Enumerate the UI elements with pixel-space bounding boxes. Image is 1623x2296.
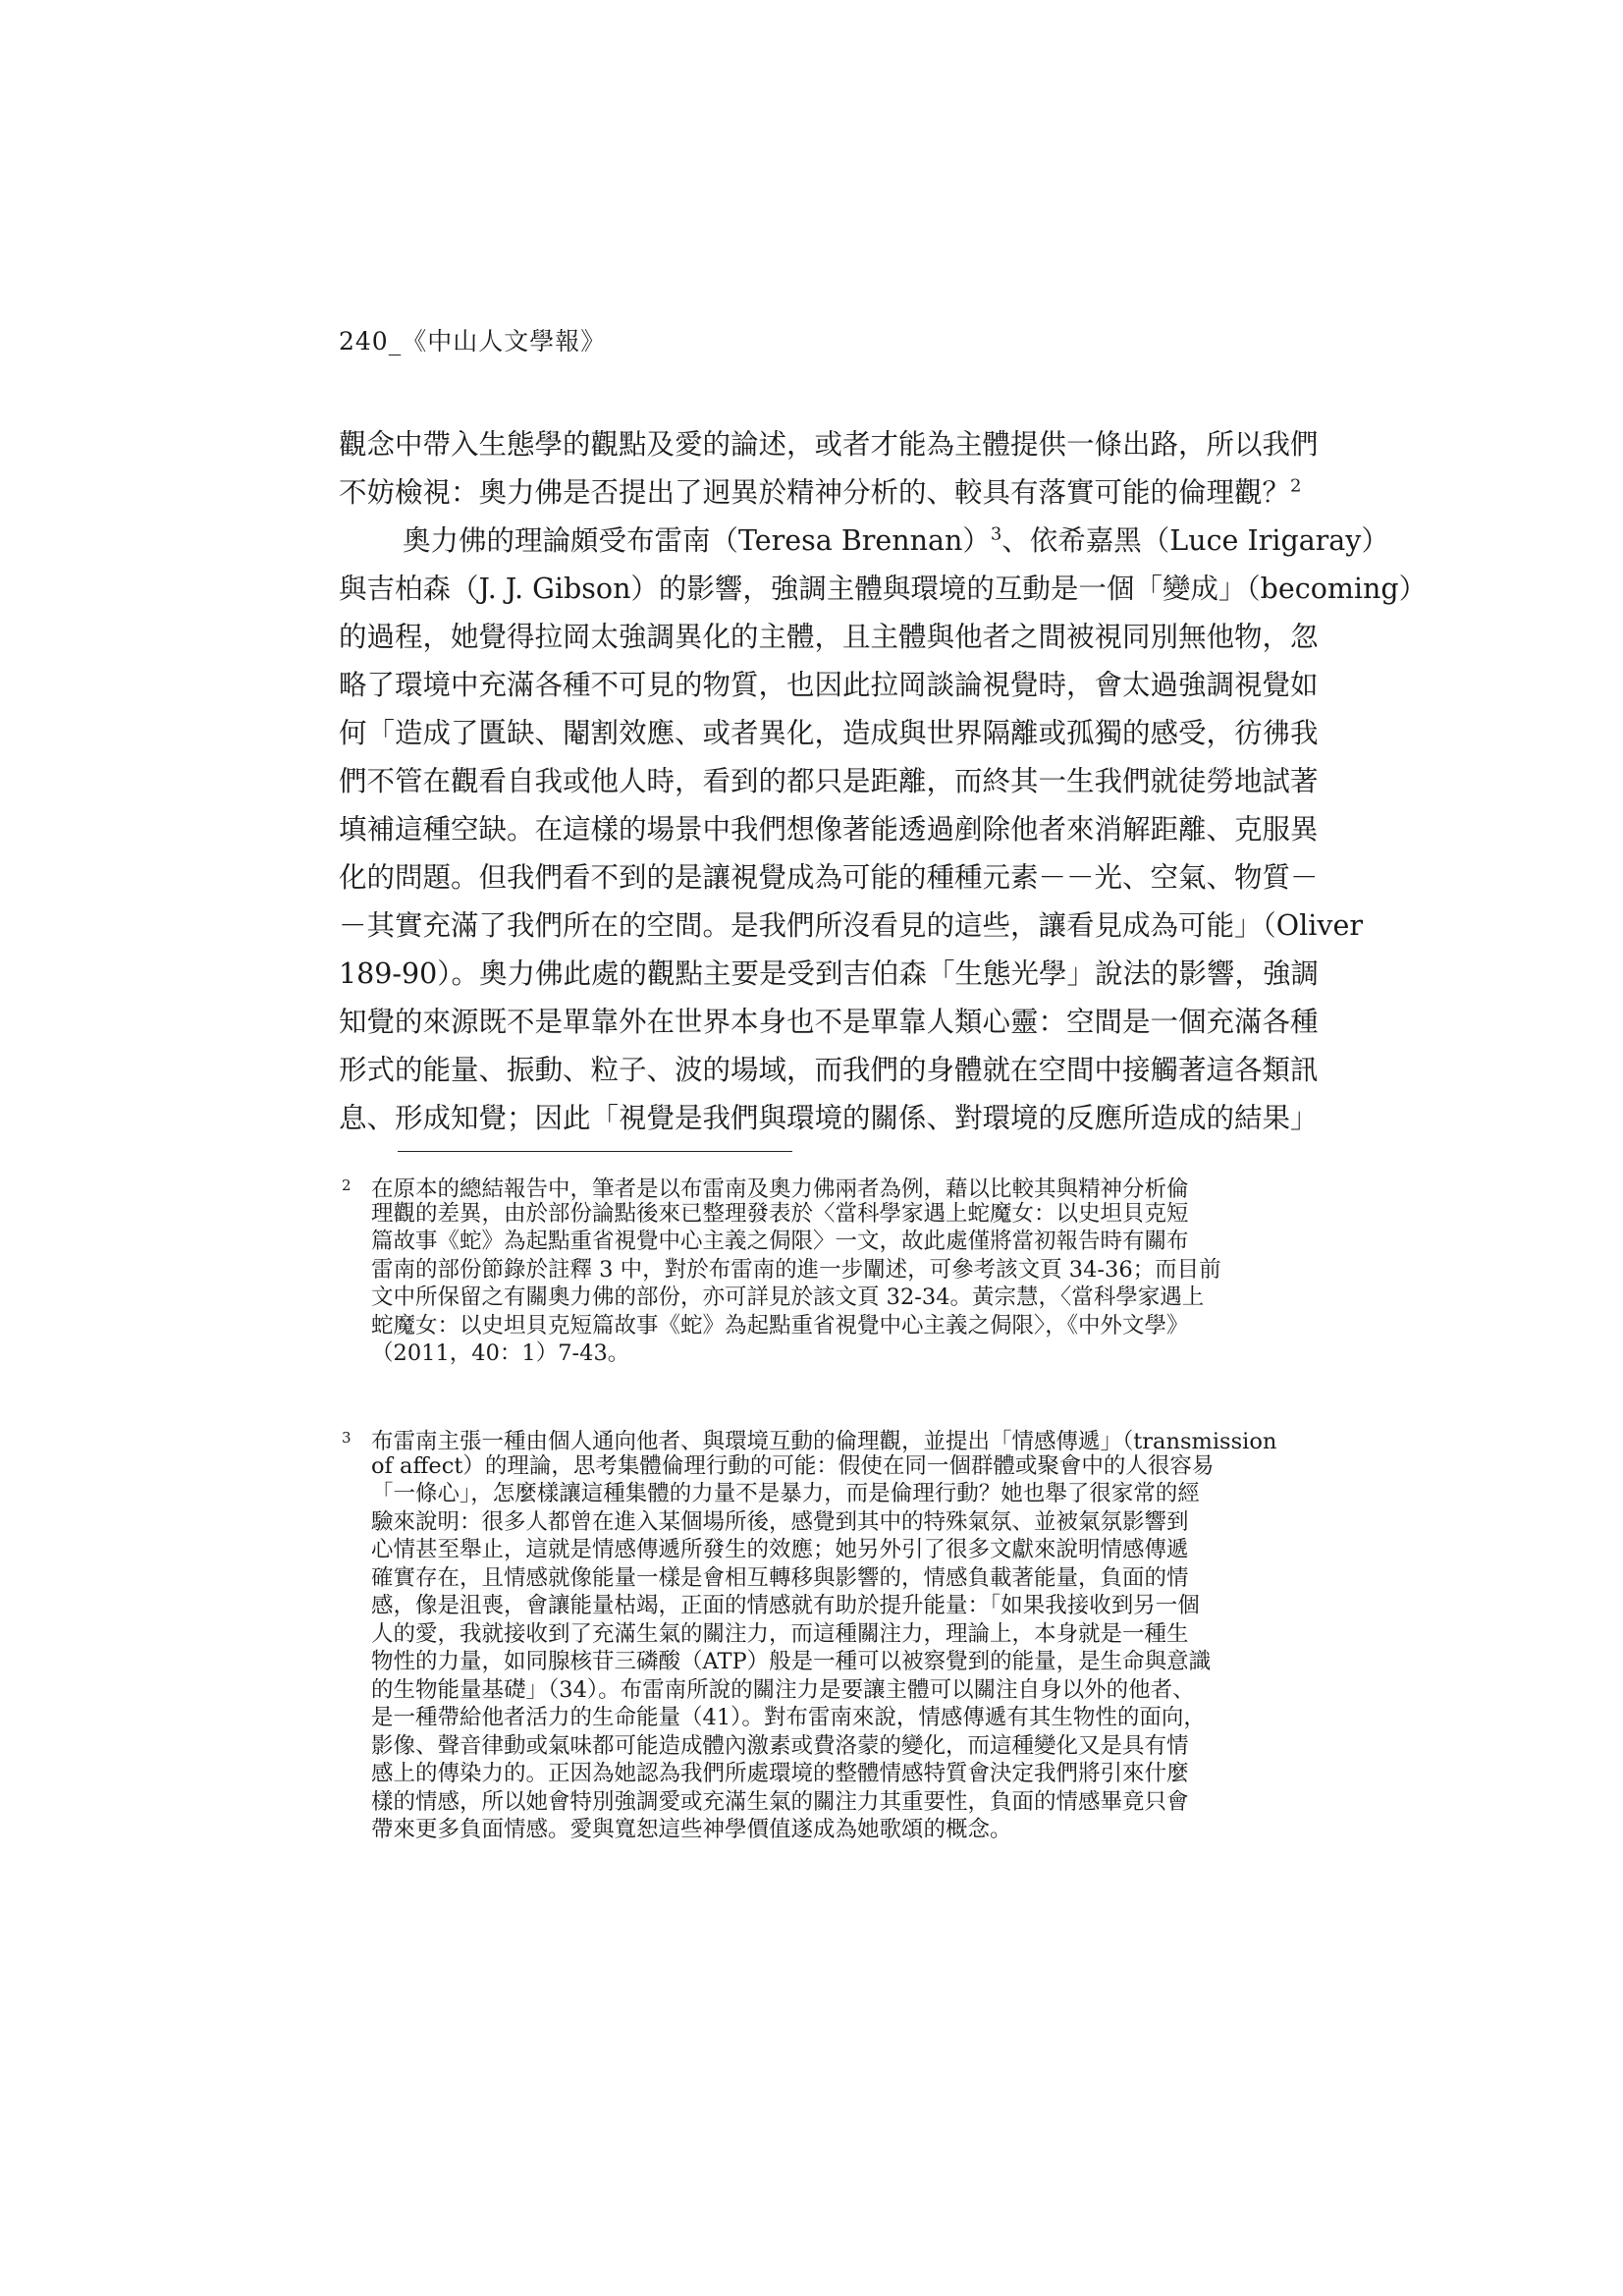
footnote-line: 文中所保留之有關奧力佛的部份，亦可詳見於該文頁 32-34。黃宗慧，〈當科學家遇上 (371, 1285, 1205, 1310)
footnote-line: 雷南的部份節錄於註釋 3 中，對於布雷南的進一步闡述，可參考該文頁 34-36；而目前 (371, 1256, 1221, 1283)
footnote-line: 物性的力量，如同腺核苷三磷酸（ATP）般是一種可以被察覺到的能量，是生命與意識 (371, 1649, 1212, 1674)
body-line: 何「造成了匱缺、閹割效應、或者異化，造成與世界隔離或孤獨的感受，彷彿我 (339, 717, 1319, 749)
footnote-text: 在原本的總結報告中，筆者是以布雷南及奧力佛兩者為例，藉以比較其與精神分析倫 (371, 1176, 1189, 1202)
footnote-3 (342, 1424, 1304, 1844)
footnote-line: 「一條心」，怎麼樣讓這種集體的力量不是暴力，而是倫理行動？她也舉了很家常的經 (371, 1481, 1200, 1506)
footnote-divider (398, 1151, 792, 1152)
running-head: 240_《中山人文學報》 (339, 327, 607, 355)
body-line-text: 奧力佛的理論頗受布雷南（Teresa Brennan） (403, 524, 991, 557)
footnote-line: 感上的傳染力的。正因為她認為我們所處環境的整體情感特質會決定我們將引來什麼 (371, 1761, 1189, 1786)
footnote-ref-2[interactable]: 2 (1290, 475, 1302, 497)
footnote-line: 感，像是沮喪，會讓能量枯竭，正面的情感就有助於提升能量：「如果我接收到另一個 (371, 1593, 1200, 1618)
footnote-line: （2011，40：1）7-43。 (371, 1340, 630, 1366)
footnote-line: 理觀的差異，由於部份論點後來已整理發表於〈當科學家遇上蛇魔女：以史坦貝克短 (371, 1200, 1189, 1227)
body-line: 形式的能量、振動、粒子、波的場域，而我們的身體就在空間中接觸著這各類訊 (339, 1054, 1319, 1086)
footnote-text: 布雷南主張一種由個人通向他者、與環境互動的倫理觀，並提出「情感傳遞」（transmission (371, 1429, 1277, 1454)
body-line: 知覺的來源既不是單靠外在世界本身也不是單靠人類心靈：空間是一個充滿各種 (339, 1006, 1319, 1038)
footnote-line: 樣的情感，所以她會特別強調愛或充滿生氣的關注力其重要性，負面的情感畢竟只會 (371, 1788, 1189, 1815)
body-line: 們不管在觀看自我或他人時，看到的都只是距離，而終其一生我們就徒勞地試著 (339, 765, 1319, 797)
footnote-line: 的生物能量基礎」（34）。布雷南所說的關注力是要讓主體可以關注自身以外的他者、 (371, 1676, 1195, 1703)
body-line: 的過程，她覺得拉岡太強調異化的主體，且主體與他者之間被視同別無他物，忽 (339, 621, 1319, 653)
footnote-line: 心情甚至舉止，這就是情感傳遞所發生的效應；她另外引了很多文獻來說明情感傳遞 (371, 1537, 1189, 1562)
body-line: 息、形成知覺；因此「視覺是我們與環境的關係、對環境的反應所造成的結果」 (339, 1102, 1319, 1134)
footnote-line (342, 1424, 1304, 1452)
footnote-line: 篇故事《蛇》為起點重省視覺中心主義之侷限〉一文，故此處僅將當初報告時有關布 (371, 1229, 1189, 1254)
footnote-line: 確實存在，且情感就像能量一樣是會相互轉移與影響的，情感負載著能量，負面的情 (371, 1564, 1189, 1591)
body-line-text: 、依希嘉黑（Luce Irigaray） (1001, 524, 1389, 557)
footnote-line: 蛇魔女：以史坦貝克短篇故事《蛇》為起點重省視覺中心主義之侷限〉，《中外文學》 (371, 1312, 1189, 1339)
body-line: 與吉柏森（J. J. Gibson）的影響，強調主體與環境的互動是一個「變成」（becoming） (339, 573, 1428, 605)
footnote-line: 影像、聲音律動或氣味都可能造成體內激素或費洛蒙的變化，而這種變化又是具有情 (371, 1732, 1189, 1759)
body-line (339, 468, 1302, 517)
footnote-line: 是一種帶給他者活力的生命能量（41）。對布雷南來說，情感傳遞有其生物性的面向， (371, 1705, 1206, 1730)
body-line: 觀念中帶入生態學的觀點及愛的論述，或者才能為主體提供一條出路，所以我們 (339, 428, 1319, 461)
body-line: －其實充滿了我們所在的空間。是我們所沒看見的這些，讓看見成為可能」（Oliver (339, 909, 1363, 942)
footnote-line: of affect）的理論，思考集體倫理行動的可能：假使在同一個群體或聚會中的人很容易 (371, 1452, 1215, 1479)
body-line: 化的問題。但我們看不到的是讓視覺成為可能的種種元素－－光、空氣、物質－ (339, 861, 1319, 894)
footnote-2 (342, 1172, 1304, 1368)
body-line-paragraph-start (339, 517, 1389, 565)
body-line-text: 不妨檢視：奧力佛是否提出了迥異於精神分析的、較具有落實可能的倫理觀？ (339, 476, 1291, 509)
body-line: 189-90）。奧力佛此處的觀點主要是受到吉伯森「生態光學」說法的影響，強調 (339, 957, 1320, 990)
footnote-line (342, 1172, 1304, 1200)
footnote-line: 驗來說明：很多人都曾在進入某個場所後，感覺到其中的特殊氣氛、並被氣氛影響到 (371, 1508, 1189, 1535)
footnote-line: 人的愛，我就接收到了充滿生氣的關注力，而這種關注力，理論上，本身就是一種生 (371, 1620, 1189, 1647)
main-text (339, 420, 1428, 1142)
footnote-line: 帶來更多負面情感。愛與寬恕這些神學價值遂成為她歌頌的概念。 (371, 1817, 1012, 1842)
footnote-number: 3 (342, 1429, 352, 1447)
footnote-number: 2 (342, 1176, 352, 1194)
body-line: 填補這種空缺。在這樣的場景中我們想像著能透過剷除他者來消解距離、克服異 (339, 813, 1319, 846)
body-line: 略了環境中充滿各種不可見的物質，也因此拉岡談論視覺時，會太過強調視覺如 (339, 669, 1319, 701)
footnote-ref-3[interactable]: 3 (990, 523, 1002, 545)
